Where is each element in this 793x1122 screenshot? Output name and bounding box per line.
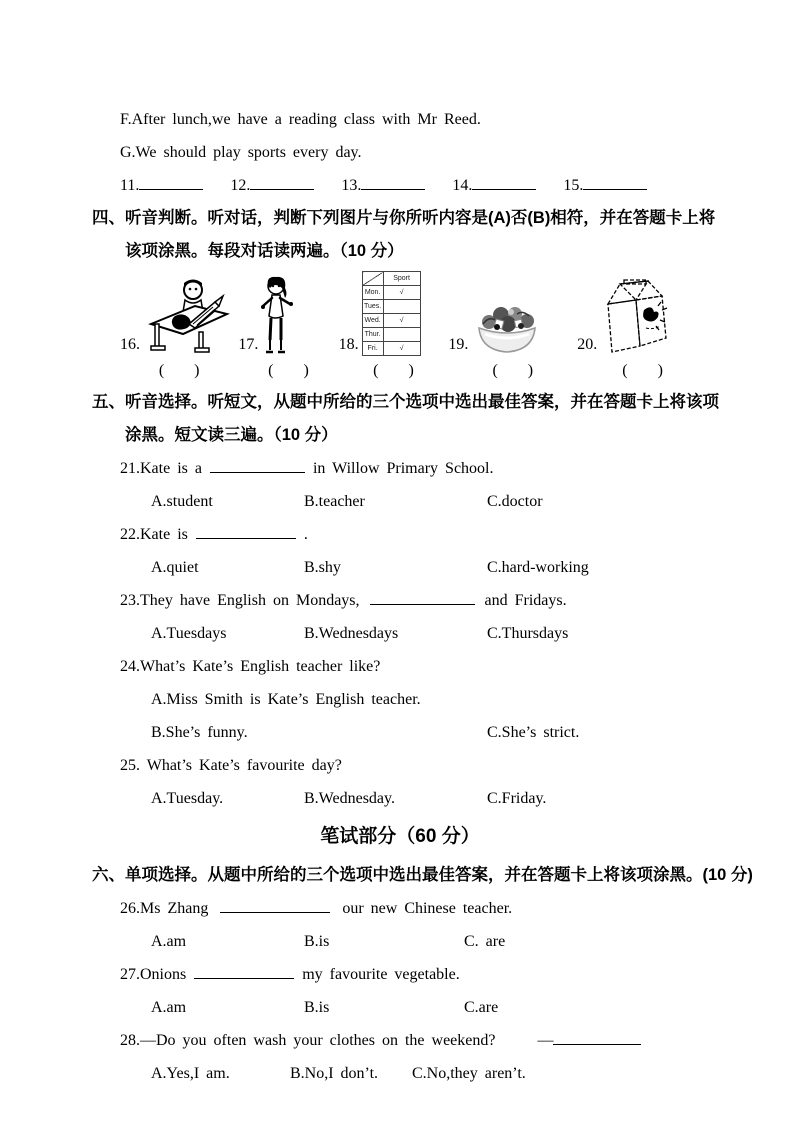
option-27-b: B.is	[304, 999, 330, 1016]
schedule-mark: √	[383, 314, 420, 328]
question-24: 24.What’s Kate’s English teacher like?	[120, 658, 381, 675]
student-writing-at-desk-image	[143, 276, 231, 356]
answer-paren-16: ( )	[158, 362, 200, 379]
option-25-b: B.Wednesday.	[304, 790, 395, 807]
schedule-day: Fri.	[362, 342, 383, 356]
picture-row	[92, 268, 708, 356]
option-28-a: A.Yes,I am.	[151, 1065, 230, 1082]
schedule-day: Wed.	[362, 314, 383, 328]
option-26-c: C. are	[464, 933, 506, 950]
answer-blank-14-line	[472, 175, 536, 190]
picture-item-19	[448, 300, 577, 356]
question-22-blank	[196, 524, 296, 539]
question-28	[92, 1024, 708, 1057]
picture-number-17: 17.	[238, 336, 259, 353]
picture-item-18	[339, 271, 449, 356]
option-28-b: B.No,I don’t.	[290, 1065, 379, 1082]
question-27-text-after: my favourite vegetable.	[302, 966, 460, 983]
question-25-options	[92, 782, 708, 815]
answer-blank-12-line	[250, 175, 314, 190]
picture-number-20: 20.	[577, 336, 598, 353]
answer-paren-20: ( )	[622, 362, 663, 379]
woman-standing-image	[261, 274, 295, 356]
option-22-a: A.quiet	[151, 559, 199, 576]
option-21-c: C.doctor	[487, 493, 543, 510]
question-22-text: 22.Kate is	[120, 526, 188, 543]
question-23-options	[92, 617, 708, 650]
schedule-table	[362, 271, 421, 356]
question-23	[92, 584, 708, 617]
answer-blank-11: 11.	[120, 177, 223, 194]
answer-blank-14: 14.	[452, 177, 556, 194]
question-26-text-after: our new Chinese teacher.	[342, 900, 513, 917]
question-22-options	[92, 551, 708, 584]
page-content	[92, 103, 753, 1090]
answer-paren-19: ( )	[492, 362, 534, 379]
option-21-a: A.student	[151, 493, 213, 510]
schedule-diagonal-cell	[362, 272, 383, 286]
question-21-text: 21.Kate is a	[120, 460, 202, 477]
option-22-c: C.hard-working	[487, 559, 589, 576]
answer-paren-17: ( )	[268, 362, 309, 379]
option-27-a: A.am	[151, 999, 187, 1016]
option-21-b: B.teacher	[304, 493, 365, 510]
answer-blank-15: 15.	[563, 177, 667, 194]
schedule-day: Tues.	[362, 300, 383, 314]
question-26-options	[92, 925, 708, 958]
option-24-b: B.She’s funny.	[151, 724, 248, 741]
schedule-day: Mon.	[362, 286, 383, 300]
option-26-a: A.am	[151, 933, 187, 950]
question-26-text: 26.Ms Zhang	[120, 900, 209, 917]
answer-blank-13-line	[361, 175, 425, 190]
weekly-sport-schedule-table-image	[362, 271, 421, 356]
question-28-reply-dash: —	[537, 1032, 554, 1049]
question-27-blank	[194, 964, 294, 979]
schedule-mark	[383, 300, 420, 314]
passage-option-f: F.After lunch,we have a reading class with Mr Reed.	[120, 111, 481, 128]
question-26	[92, 892, 708, 925]
schedule-header: Sport	[383, 272, 420, 286]
question-23-text-after: and Fridays.	[484, 592, 567, 609]
question-24-options-bc	[92, 716, 708, 749]
question-22-text-after: .	[303, 526, 308, 543]
option-25-a: A.Tuesday.	[151, 790, 224, 807]
picture-number-18: 18.	[338, 336, 359, 353]
picture-item-16	[92, 276, 238, 356]
option-27-c: C.are	[464, 999, 499, 1016]
option-23-b: B.Wednesdays	[304, 625, 399, 642]
picture-number-19: 19.	[448, 336, 469, 353]
schedule-mark: √	[383, 342, 420, 356]
section5-heading-line2: 涂黑。短文读三遍。（10 分）	[125, 426, 338, 444]
salad-bowl-image	[471, 300, 543, 356]
question-28-options	[92, 1057, 708, 1090]
option-23-c: C.Thursdays	[487, 625, 569, 642]
answer-blank-row	[92, 169, 708, 202]
question-26-blank	[220, 898, 330, 913]
question-27	[92, 958, 708, 991]
option-24-a: A.Miss Smith is Kate’s English teacher.	[151, 691, 421, 708]
question-22	[92, 518, 708, 551]
section5-heading-line1: 五、听音选择。听短文，从题中所给的三个选项中选出最佳答案，并在答题卡上将该项	[92, 393, 719, 411]
question-21	[92, 452, 708, 485]
option-24-c: C.She’s strict.	[487, 724, 580, 741]
question-23-blank	[370, 590, 475, 605]
written-part-title: 笔试部分（60 分）	[320, 826, 480, 847]
picture-number-16: 16.	[120, 336, 140, 353]
answer-blank-13: 13.	[341, 177, 445, 194]
option-26-b: B.is	[304, 933, 330, 950]
question-21-text-after: in Willow Primary School.	[312, 460, 494, 477]
section6-heading: 六、单项选择。从题中所给的三个选项中选出最佳答案，并在答题卡上将该项涂黑。(10 分)	[92, 866, 753, 884]
option-23-a: A.Tuesdays	[151, 625, 227, 642]
schedule-day: Thur.	[362, 328, 383, 342]
answer-blank-12: 12.	[230, 177, 334, 194]
passage-option-g: G.We should play sports every day.	[120, 144, 362, 161]
option-22-b: B.shy	[304, 559, 341, 576]
answer-blank-11-line	[139, 175, 203, 190]
option-25-c: C.Friday.	[487, 790, 547, 807]
milk-carton-image	[600, 276, 672, 356]
question-21-options	[92, 485, 708, 518]
section4-heading-line1: 四、听音判断。听对话，判断下列图片与你所听内容是(A)否(B)相符，并在答题卡上将	[92, 209, 716, 227]
schedule-mark: √	[383, 286, 420, 300]
question-21-blank	[210, 458, 305, 473]
section4-heading-line2: 该项涂黑。每段对话读两遍。（10 分）	[125, 242, 404, 260]
question-28-blank	[553, 1030, 641, 1045]
picture-item-17	[238, 274, 338, 356]
question-28-text: 28.—Do you often wash your clothes on the weekend?	[120, 1032, 496, 1049]
answer-paren-row	[92, 356, 708, 386]
question-23-text: 23.They have English on Mondays,	[120, 592, 360, 609]
question-25: 25. What’s Kate’s favourite day?	[120, 757, 342, 774]
question-27-text: 27.Onions	[120, 966, 187, 983]
answer-paren-18: ( )	[373, 362, 414, 379]
question-27-options	[92, 991, 708, 1024]
answer-blank-15-line	[583, 175, 647, 190]
schedule-mark	[383, 328, 420, 342]
picture-item-20	[577, 276, 708, 356]
option-28-c: C.No,they aren’t.	[412, 1065, 526, 1082]
